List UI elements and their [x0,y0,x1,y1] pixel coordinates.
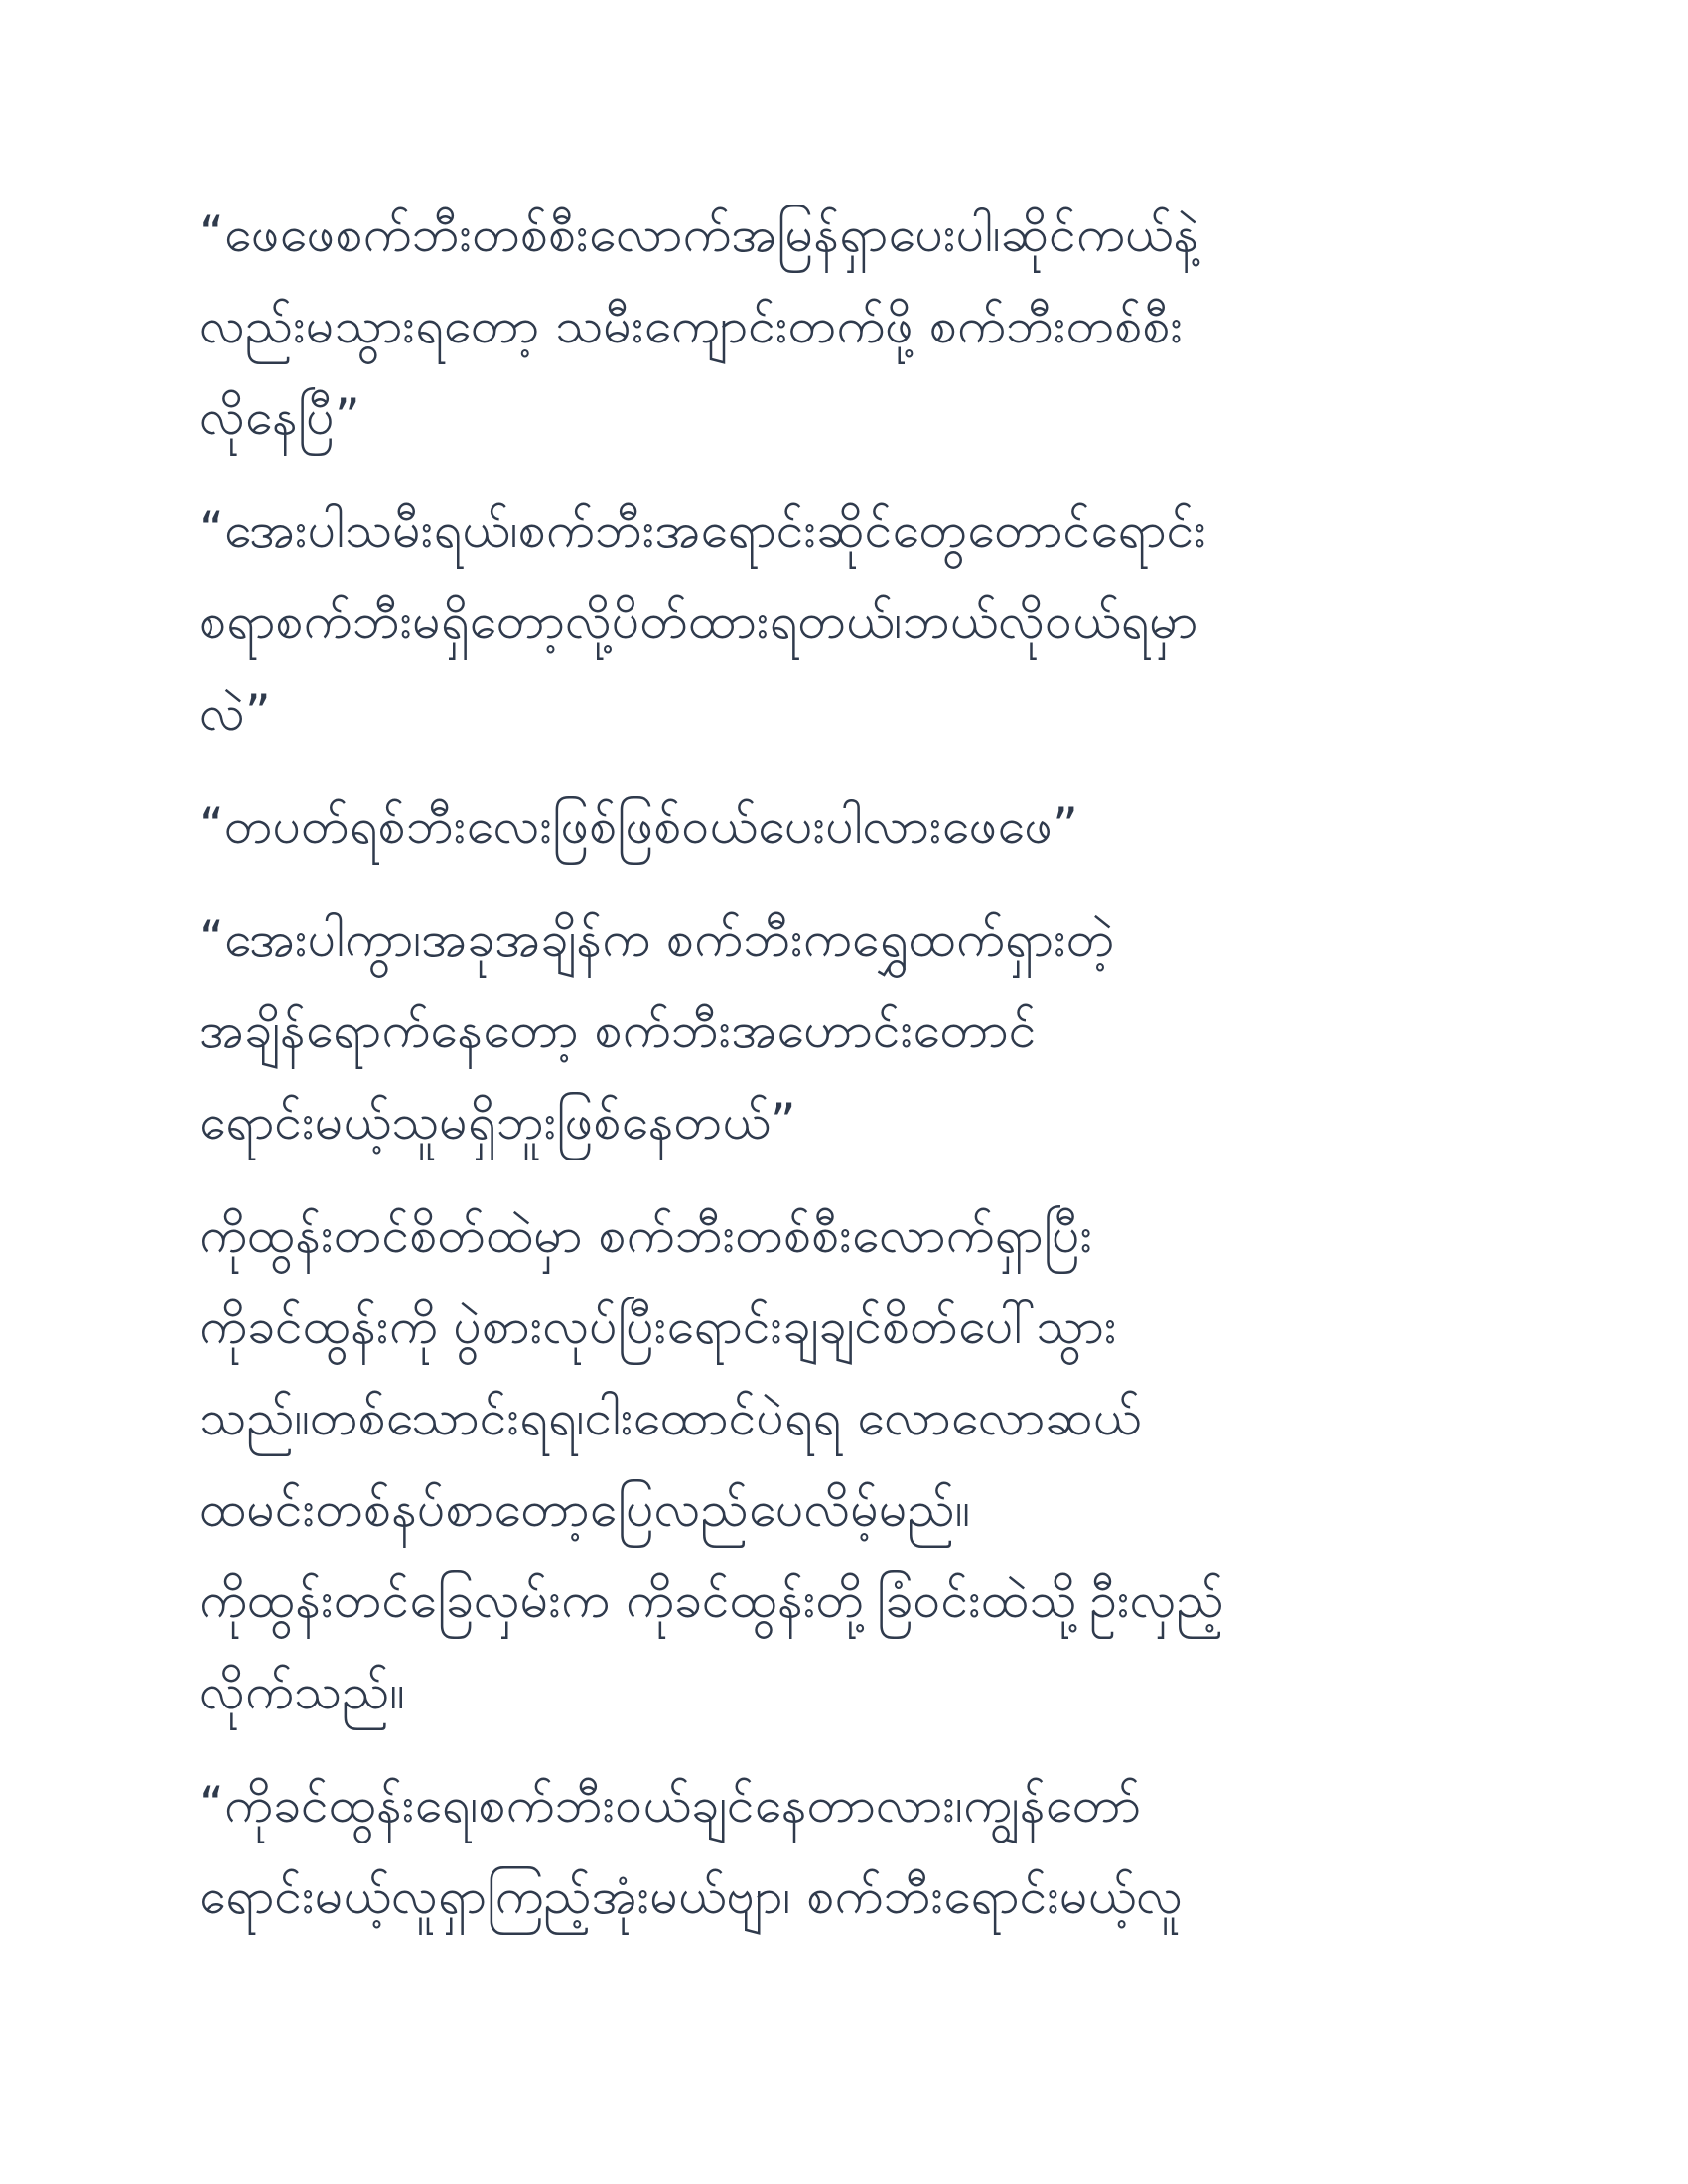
text-line: “ဖေဖေစက်ဘီးတစ်စီးလောက်အမြန်ရှာပေးပါ၊ဆိုင်ကယ်နဲ့ [199,205,1199,263]
text-line: လိုနေပြီ” [199,388,360,446]
text-line: ကိုထွန်းတင်စိတ်ထဲမှာ စက်ဘီးတစ်စီးလောက်ရှာပြီး [199,1206,1093,1264]
text-line: “အေးပါသမီးရယ်၊စက်ဘီးအရောင်းဆိုင်တွေတောင်ရောင်း [199,501,1207,559]
paragraph-dialogue-3 [199,780,1489,872]
paragraph-dialogue-1 [199,189,1489,463]
text-line: အချိန်ရောက်နေတော့ စက်ဘီးအဟောင်းတောင် [199,1002,1037,1059]
text-line: လိုက်သည်။ [199,1663,405,1720]
text-line: လည်းမသွားရတော့ သမီးကျောင်းတက်ဖို့ စက်ဘီးတစ်စီး [199,297,1184,354]
text-line: “အေးပါကွာ၊အခုအချိန်က စက်ဘီးကရွှေထက်ရှားတဲ့ [199,910,1115,968]
text-line: စရာစက်ဘီးမရှိတော့လို့ပိတ်ထားရတယ်၊ဘယ်လိုဝယ်ရမှာ [199,593,1198,650]
paragraph-dialogue-2 [199,484,1489,758]
paragraph-dialogue-4 [199,893,1489,1167]
document-page [199,189,1489,1964]
text-line: ကိုထွန်းတင်ခြေလှမ်းက ကိုခင်ထွန်းတို့ခြံဝင်းထဲသို့ဦးလှည့် [199,1571,1224,1629]
paragraph-dialogue-5 [199,1759,1489,1942]
text-line: လဲ” [199,684,271,742]
text-line: “တပတ်ရစ်ဘီးလေးဖြစ်ဖြစ်ဝယ်ပေးပါလားဖေဖေ” [199,797,1078,855]
text-line: ထမင်းတစ်နပ်စာတော့ပြေလည်ပေလိမ့်မည်။ [199,1480,971,1538]
paragraph-narration [199,1189,1489,1737]
text-line: ရောင်းမယ့်သူမရှိဘူးဖြစ်နေတယ်” [199,1093,796,1151]
text-line: သည်။တစ်သောင်းရရ၊ငါးထောင်ပဲရရ လောလောဆယ် [199,1389,1142,1446]
text-line: ကိုခင်ထွန်းကို ပွဲစားလုပ်ပြီးရောင်းချချင်စိတ်ပေါ်သွား [199,1297,1117,1355]
text-line: ရောင်းမယ့်လူရှာကြည့်အုံးမယ်ဗျာ၊ စက်ဘီးရောင်းမယ့်လူ [199,1867,1183,1925]
text-line: “ကိုခင်ထွန်းရေ၊စက်ဘီးဝယ်ချင်နေတာလား၊ကျွန်တော် [199,1776,1142,1834]
